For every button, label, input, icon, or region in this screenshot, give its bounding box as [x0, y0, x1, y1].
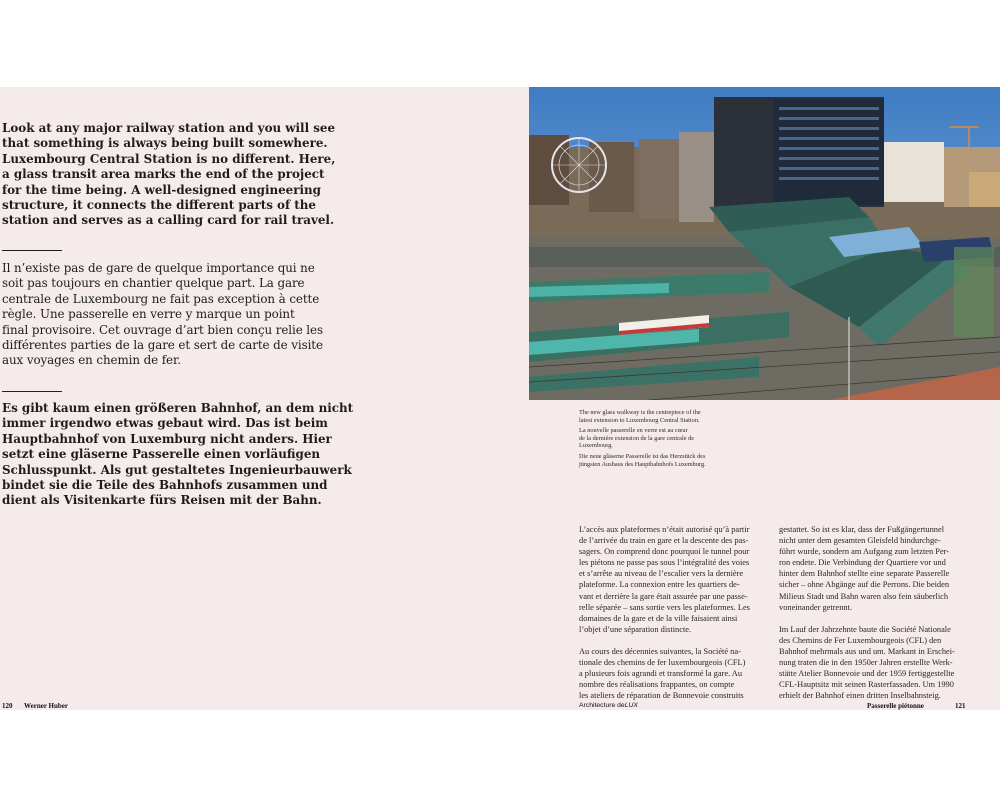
- caption-french: La nouvelle passerelle en verre est au cœur de la dernière extension de la gare centrale de Luxembourg.: [579, 427, 695, 450]
- book-title-prefix: Architecture de: [579, 702, 625, 709]
- book-title: [579, 702, 638, 709]
- intro-english: Look at any major railway station and you will see that something is always being built somewhere. Luxembourg Central Station is no different. Here, a glass transit area marks the end of the project for the time being. A well-designed engineering structure, it connects the different parts of the station and serves as a calling card for rail travel.: [2, 121, 336, 228]
- station-photo: [529, 87, 1000, 400]
- section-title: Passerelle piétonne: [867, 702, 924, 710]
- book-title-suffix: LUX: [624, 702, 638, 709]
- page-number-right: 121: [955, 702, 966, 710]
- caption-english: The new glass walkway is the centrepiece of the latest extension to Luxembourg Central Station.: [579, 409, 701, 424]
- author-name: Werner Huber: [24, 702, 69, 710]
- divider-rule: [2, 391, 62, 392]
- intro-french: Il n’existe pas de gare de quelque importance qui ne soit pas toujours en chantier quelque part. La gare centrale de Luxembourg ne fait pas exception à cette règle. Une passerelle en verre y marque un point final provisoire. Cet ouvrage d’art bien conçu relie les différentes parties de la gare et sert de carte de visite aux voyages en chemin de fer.: [2, 261, 323, 368]
- divider-rule: [2, 250, 62, 251]
- body-column-german: gestattet. So ist es klar, dass der Fußgängertunnel nicht unter dem gesamten Gleisfeld hindurchge- führt wurde, sondern am Aufgang zum letzten Per- ron endete. Die Verbindung der Quartiere vor und hinter dem Bahnhof stellte eine separate Passerelle sicher – ohne Abgänge auf die Perrons. Die beiden Milieus Stadt und Bahn waren also fein säuberlich voneinander getrennt. Im Lauf der Jahrzehnte baute die Société Nationale des Chemins de Fer Luxembourgeois (CFL) den Bahnhof mehrmals aus und um. Markant in Erschei- nung traten die in den 1950er Jahren erstellte Werk- stätte Atelier Bonnevoie und der 1959 fertiggestellte CFL-Hauptsitz mit seinen Rasterfassaden. Um 1990 erhielt der Bahnhof einen dritten Inselbahnsteig.: [779, 525, 955, 701]
- intro-german: Es gibt kaum einen größeren Bahnhof, an dem immer irgendwo etwas gebaut wird. Das ist beim Hauptbahnhof von Luxemburg nicht anders. Hier setzt eine gläserne Passerelle einen vorläufigen Schlusspunkt. Als gut gestaltetes Ingenieurbauwerk bindet sie die Teile des Bahnhofs zusammen und dient als Visitenkarte fürs Reisen mit der Bahn.: [2, 401, 352, 508]
- body-column-french: L’accès aux plateformes n’était autorisé qu’à partir de l’arrivée du train en gare et la descente des pas- sagers. On comprend donc pourquoi le tunnel pour les piétons ne passe pas sous l’intégralité des voies et s’arrête au niveau de l’escalier vers la dernière plateforme. La connexion entre les quartiers de- vant et derrière la gare était assurée par une passe- relle séparée – sans sortie vers les plateformes. Les domaines de la gare et de la ville faisaient ainsi l’objet d’une séparation distincte. Au cours des décennies suivantes, la Société na- tionale des chemins de fer luxembourgeois (CFL) a plusieurs fois agrandi et transformé la gare. Au nombre des réalisations frappantes, on compte les ateliers de réparation de Bonnevoie construits: [579, 525, 750, 701]
- caption-german: Die neue gläserne Passerelle ist das Herzstück des jüngsten Ausbaus des Hauptbahnhofs Luxemburg.: [579, 453, 706, 468]
- page-number-left: 120: [2, 702, 13, 710]
